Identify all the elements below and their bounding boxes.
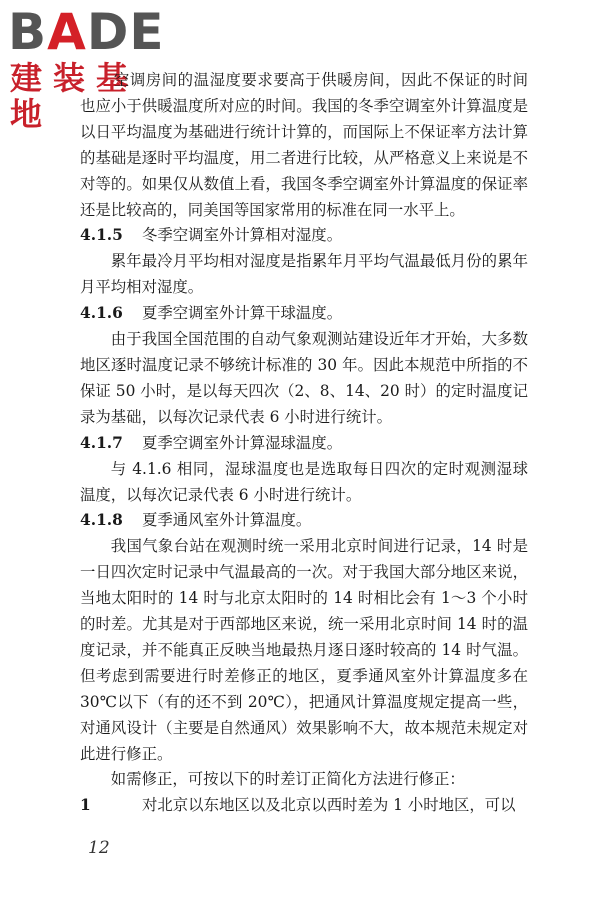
section-number: 1 xyxy=(80,796,91,815)
body-paragraph: 如需修正，可按以下的时差订正简化方法进行修正： xyxy=(110,770,465,789)
logo-wordmark xyxy=(8,3,165,61)
logo-letter-a: A xyxy=(47,3,87,61)
body-paragraph: 由于我国全国范围的自动气象观测站建设近年才开始，大多数地区逐时温度记录不够统计标准的 30 年。因此本规范中所指的不保证 50 小时，是以每天四次（2、8、14、20 时）的定时温度记录为基础，以每次记录代表 6 小时进行统计。 xyxy=(80,330,528,426)
section-number: 4.1.7 xyxy=(80,433,123,452)
section-title: 夏季通风室外计算温度。 xyxy=(142,511,312,530)
section-heading xyxy=(80,431,528,457)
logo-letters-de: DE xyxy=(86,3,165,61)
body-paragraph: 我国气象台站在观测时统一采用北京时间进行记录，14 时是一日四次定时记录中气温最高的一次。对于我国大部分地区来说，当地太阳时的 14 时与北京太阳时的 14 时相比会有 1～3 个小时的时差。尤其是对于西部地区来说，统一采用北京时间 14 时的温度记录，并不能真正反映当地最热月逐日逐时较高的 14 时气温。但考虑到需要进行时差修正的地区，夏季通风室外计算温度多在 30℃以下（有的还不到 20℃），把通风计算温度规定提高一些，对通风设计（主要是自然通风）效果影响不大，故本规范未规定对此进行修正。 xyxy=(80,537,528,763)
body-paragraph: 与 4.1.6 相同，湿球温度也是选取每日四次的定时观测湿球温度，以每次记录代表 6 小时进行统计。 xyxy=(80,459,528,504)
body-paragraph: 空调房间的温湿度要求要高于供暖房间，因此不保证的时间也应小于供暖温度所对应的时间。我国的冬季空调室外计算温度是以日平均温度为基础进行统计计算的，而国际上不保证率方法计算的基础是逐时平均温度，用二者进行比较，从严格意义上来说是不对等的。如果仅从数值上看，我国冬季空调室外计算温度的保证率还是比较高的，同美国等国家常用的标准在同一水平上。 xyxy=(80,71,528,219)
document-body xyxy=(80,68,528,819)
section-number: 4.1.6 xyxy=(80,304,123,323)
body-paragraph: 累年最冷月平均相对湿度是指累年月平均气温最低月份的累年月平均相对湿度。 xyxy=(80,252,528,297)
section-heading xyxy=(80,301,528,327)
page-number: 12 xyxy=(88,838,110,858)
section-title: 夏季空调室外计算湿球温度。 xyxy=(142,433,343,452)
section-number: 4.1.5 xyxy=(80,226,123,245)
section-title: 夏季空调室外计算干球温度。 xyxy=(142,304,343,323)
section-heading xyxy=(80,793,528,819)
section-title: 冬季空调室外计算相对湿度。 xyxy=(142,226,343,245)
section-title: 对北京以东地区以及北京以西时差为 1 小时地区，可以 xyxy=(142,796,516,815)
section-heading xyxy=(80,223,528,249)
section-number: 4.1.8 xyxy=(80,511,123,530)
logo-chinese-name: 建装基地 xyxy=(10,59,140,133)
section-heading xyxy=(80,508,528,534)
logo-letter-b: B xyxy=(8,3,48,61)
